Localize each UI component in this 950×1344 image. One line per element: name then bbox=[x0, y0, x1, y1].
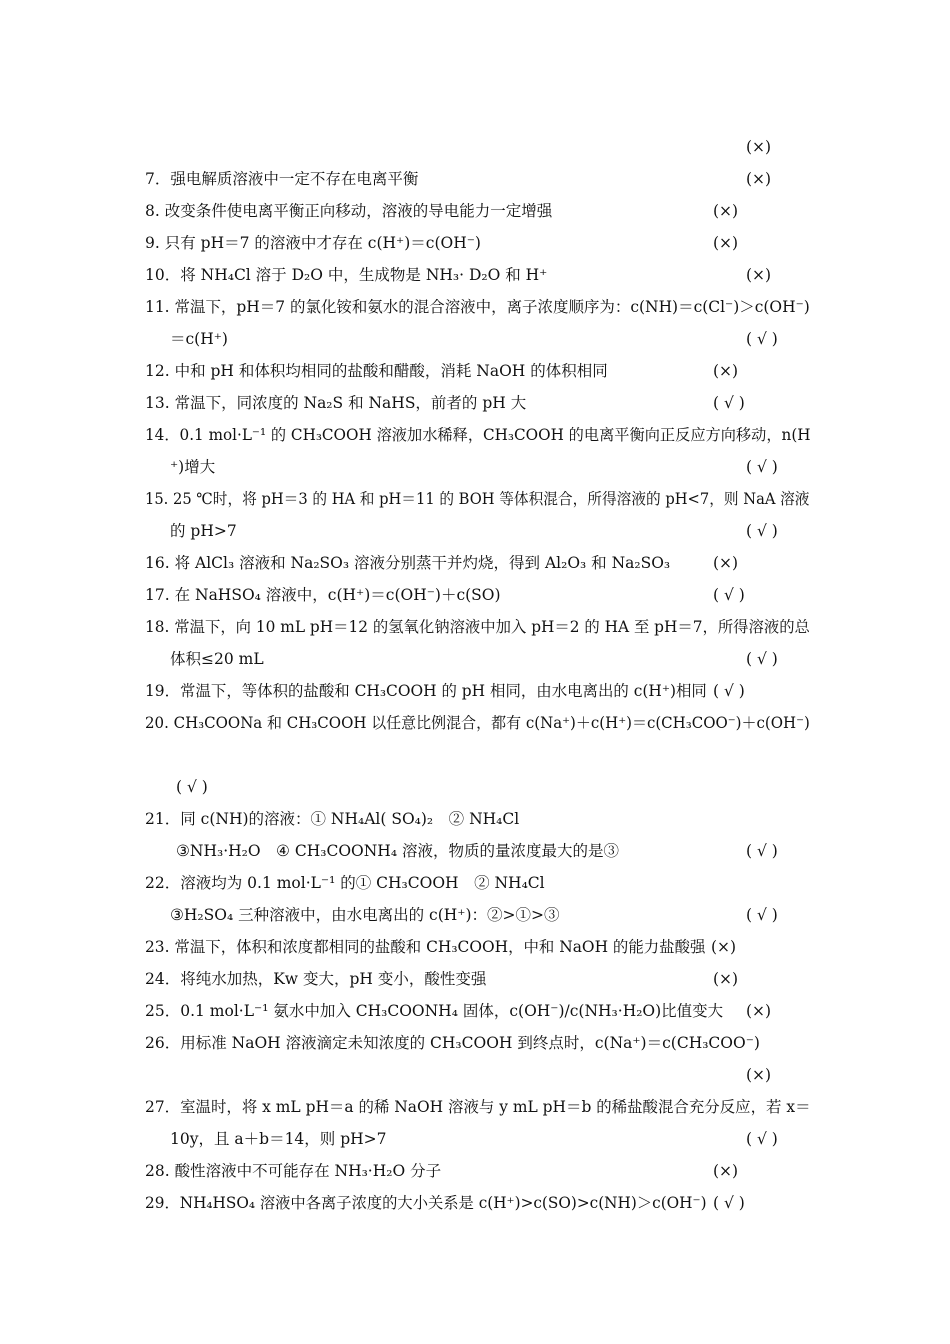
statement-7 bbox=[0, 163, 950, 195]
statement-19 bbox=[0, 675, 950, 707]
statement-18 bbox=[0, 611, 950, 643]
statement-22 bbox=[0, 867, 950, 899]
answer-mark: (×) bbox=[746, 170, 772, 188]
statement-15 bbox=[0, 483, 950, 515]
statement-text: 19．常温下，等体积的盐酸和 CH₃COOH 的 pH 相同，由水电离出的 c(H⁺)相同 bbox=[145, 682, 707, 700]
answer-mark: (×) bbox=[746, 1002, 772, 1020]
statement-text: 8. 改变条件使电离平衡正向移动，溶液的导电能力一定增强 bbox=[145, 202, 553, 220]
statement-text: 13. 常温下，同浓度的 Na₂S 和 NaHS，前者的 pH 大 bbox=[145, 394, 527, 412]
answer-mark: (×) bbox=[713, 234, 739, 252]
statement-text: 24．将纯水加热，Kw 变大，pH 变小，酸性变强 bbox=[145, 970, 487, 988]
statement-text: ⁺)增大 bbox=[170, 458, 216, 476]
statement-9 bbox=[0, 227, 950, 259]
statement-text: 14．0.1 mol·L⁻¹ 的 CH₃COOH 溶液加水稀释，CH₃COOH 的电离平衡向正反应方向移动，n(H bbox=[145, 426, 811, 444]
statement-20-answer bbox=[0, 771, 950, 803]
statement-21 bbox=[0, 803, 950, 835]
statement-20 bbox=[0, 707, 950, 739]
statement-11 bbox=[0, 291, 950, 323]
answer-mark: (×) bbox=[746, 266, 772, 284]
answer-mark: ( √ ) bbox=[746, 1130, 778, 1148]
statement-text: 25．0.1 mol·L⁻¹ 氨水中加入 CH₃COONH₄ 固体，c(OH⁻)/c(NH₃·H₂O)比值变大 bbox=[145, 1002, 724, 1020]
statement-text: 的 pH>7 bbox=[170, 522, 237, 540]
statement-8 bbox=[0, 195, 950, 227]
statement-text: ③H₂SO₄ 三种溶液中，由水电离出的 c(H⁺)：②>①>③ bbox=[170, 906, 560, 924]
answer-mark: ( √ ) bbox=[746, 906, 778, 924]
statement-text: 28. 酸性溶液中不可能存在 NH₃·H₂O 分子 bbox=[145, 1162, 442, 1180]
statement-text: 22．溶液均为 0.1 mol·L⁻¹ 的① CH₃COOH ② NH₄Cl bbox=[145, 874, 545, 892]
answer-mark: ( √ ) bbox=[713, 586, 745, 604]
statement-22-cont bbox=[0, 899, 950, 931]
statement-text: 17. 在 NaHSO₄ 溶液中，c(H⁺)＝c(OH⁻)＋c(SO) bbox=[145, 586, 501, 604]
answer-mark: (×) bbox=[713, 1162, 739, 1180]
statement-26-answer bbox=[0, 1059, 950, 1091]
statement-text: 23. 常温下，体积和浓度都相同的盐酸和 CH₃COOH，中和 NaOH 的能力盐酸强 bbox=[145, 938, 706, 956]
statement-text: 15. 25 ℃时，将 pH＝3 的 HA 和 pH＝11 的 BOH 等体积混合，所得溶液的 pH<7，则 NaA 溶液 bbox=[145, 490, 810, 508]
statement-18-cont bbox=[0, 643, 950, 675]
answer-mark: ( √ ) bbox=[746, 842, 778, 860]
statement-28 bbox=[0, 1155, 950, 1187]
statement-text: 10y，且 a＋b＝14，则 pH>7 bbox=[170, 1130, 387, 1148]
statement-12 bbox=[0, 355, 950, 387]
statement-text: 10．将 NH₄Cl 溶于 D₂O 中，生成物是 NH₃· D₂O 和 H⁺ bbox=[145, 266, 548, 284]
statement-14-cont bbox=[0, 451, 950, 483]
statement-text: ＝c(H⁺) bbox=[170, 330, 228, 348]
answer-mark: (×) bbox=[711, 938, 737, 956]
statement-text: 9. 只有 pH＝7 的溶液中才存在 c(H⁺)＝c(OH⁻) bbox=[145, 234, 481, 252]
statement-15-cont bbox=[0, 515, 950, 547]
answer-mark: (×) bbox=[746, 1066, 772, 1084]
statement-27-cont bbox=[0, 1123, 950, 1155]
statement-text: 体积≤20 mL bbox=[170, 650, 264, 668]
statement-text: 29．NH₄HSO₄ 溶液中各离子浓度的大小关系是 c(H⁺)>c(SO)>c(NH)＞c(OH⁻) bbox=[145, 1194, 707, 1212]
answer-mark: ( √ ) bbox=[713, 394, 745, 412]
answer-line bbox=[0, 131, 950, 163]
statement-text: 18. 常温下，向 10 mL pH＝12 的氢氧化钠溶液中加入 pH＝2 的 HA 至 pH＝7，所得溶液的总 bbox=[145, 618, 810, 636]
statement-25 bbox=[0, 995, 950, 1027]
statement-17 bbox=[0, 579, 950, 611]
answer-mark: ( √ ) bbox=[713, 1194, 745, 1212]
answer-mark: (×) bbox=[713, 970, 739, 988]
statement-text: 11. 常温下，pH＝7 的氯化铵和氨水的混合溶液中，离子浓度顺序为：c(NH)＝c(Cl⁻)＞c(OH⁻) bbox=[145, 298, 810, 316]
statement-text: 26．用标准 NaOH 溶液滴定未知浓度的 CH₃COOH 到终点时，c(Na⁺)＝c(CH₃COO⁻) bbox=[145, 1034, 760, 1052]
statement-text: 27．室温时，将 x mL pH＝a 的稀 NaOH 溶液与 y mL pH＝b 的稀盐酸混合充分反应，若 x＝ bbox=[145, 1098, 811, 1116]
statement-26 bbox=[0, 1027, 950, 1059]
answer-mark: ( √ ) bbox=[713, 682, 745, 700]
answer-mark: ( √ ) bbox=[746, 330, 778, 348]
answer-mark: ( √ ) bbox=[746, 522, 778, 540]
statement-11-cont bbox=[0, 323, 950, 355]
statement-10 bbox=[0, 259, 950, 291]
answer-mark: ( √ ) bbox=[746, 650, 778, 668]
statement-24 bbox=[0, 963, 950, 995]
answer-mark: ( √ ) bbox=[176, 778, 208, 796]
statement-text: 21．同 c(NH)的溶液：① NH₄Al( SO₄)₂ ② NH₄Cl bbox=[145, 810, 520, 828]
answer-mark: (×) bbox=[713, 554, 739, 572]
answer-mark: ( √ ) bbox=[746, 458, 778, 476]
answer-mark: (×) bbox=[713, 202, 739, 220]
statement-23 bbox=[0, 931, 950, 963]
statement-21-cont bbox=[0, 835, 950, 867]
statement-text: 20. CH₃COONa 和 CH₃COOH 以任意比例混合，都有 c(Na⁺)＋c(H⁺)＝c(CH₃COO⁻)＋c(OH⁻) bbox=[145, 714, 810, 732]
answer-mark: (×) bbox=[713, 362, 739, 380]
statement-14 bbox=[0, 419, 950, 451]
statement-text: 7．强电解质溶液中一定不存在电离平衡 bbox=[145, 170, 419, 188]
statement-29 bbox=[0, 1187, 950, 1219]
statement-16 bbox=[0, 547, 950, 579]
statement-text: 12. 中和 pH 和体积均相同的盐酸和醋酸，消耗 NaOH 的体积相同 bbox=[145, 362, 608, 380]
answer-mark: (×) bbox=[746, 138, 772, 156]
statement-27 bbox=[0, 1091, 950, 1123]
statement-text: 16. 将 AlCl₃ 溶液和 Na₂SO₃ 溶液分别蒸干并灼烧，得到 Al₂O₃ 和 Na₂SO₃ bbox=[145, 554, 671, 572]
statement-text: ③NH₃·H₂O ④ CH₃COONH₄ 溶液，物质的量浓度最大的是③ bbox=[176, 842, 619, 860]
statement-13 bbox=[0, 387, 950, 419]
